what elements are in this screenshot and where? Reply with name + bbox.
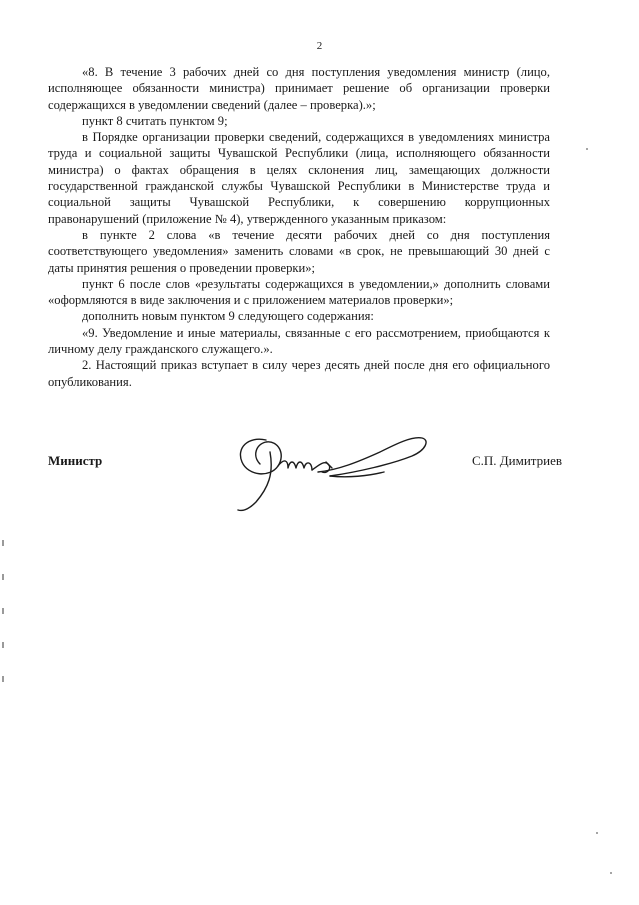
handwritten-signature	[208, 422, 438, 512]
paragraph-1: «8. В течение 3 рабочих дней со дня поступления уведомления министр (лицо, исполняющее обязанности министра) принимает решение об организации проверки содержащихся в уведомлении сведений (далее – проверка).»;	[48, 65, 550, 112]
scan-speck	[586, 148, 588, 150]
page-number: 2	[316, 40, 323, 52]
document-body	[48, 64, 550, 390]
paragraph-4: в пункте 2 слова «в течение десяти рабочих дней со дня поступления соответствующего уведомления» заменить словами «в срок, не превышающий 30 дней с даты принятия решения о проведении проверки»;	[48, 227, 550, 275]
paragraph-8: 2. Настоящий приказ вступает в силу через десять дней после дня его официального опубликования.	[48, 358, 550, 389]
scan-speck	[610, 872, 612, 874]
scan-margin-marks	[2, 540, 6, 720]
signer-title: Министр	[48, 453, 103, 468]
paragraph-3: в Порядке организации проверки сведений, содержащихся в уведомлениях министра труда и социальной защиты Чувашской Республики (лица, исполняющего обязанности министра) о фактах обращения в целях склонения лиц, замещающих должности государственной гражданской службы Чувашской Республики в Министерстве труда и социальной защиты Чувашской Республики, к совершению коррупционных правонарушений (приложение № 4), утвержденного указанным приказом:	[48, 130, 550, 226]
signer-name: С.П. Димитриев	[471, 453, 562, 468]
paragraph-5: пункт 6 после слов «результаты содержащихся в уведомлении,» дополнить словами «оформляются в виде заключения и с приложением материалов проверки»;	[48, 276, 550, 308]
paragraph-2: пункт 8 считать пунктом 9;	[82, 113, 228, 128]
signature-block	[48, 450, 562, 510]
scan-speck	[596, 832, 598, 834]
paragraph-6: дополнить новым пунктом 9 следующего содержания:	[82, 309, 374, 324]
paragraph-7: «9. Уведомление и иные материалы, связанные с его рассмотрением, приобщаются к личному делу гражданского служащего.».	[48, 325, 550, 357]
